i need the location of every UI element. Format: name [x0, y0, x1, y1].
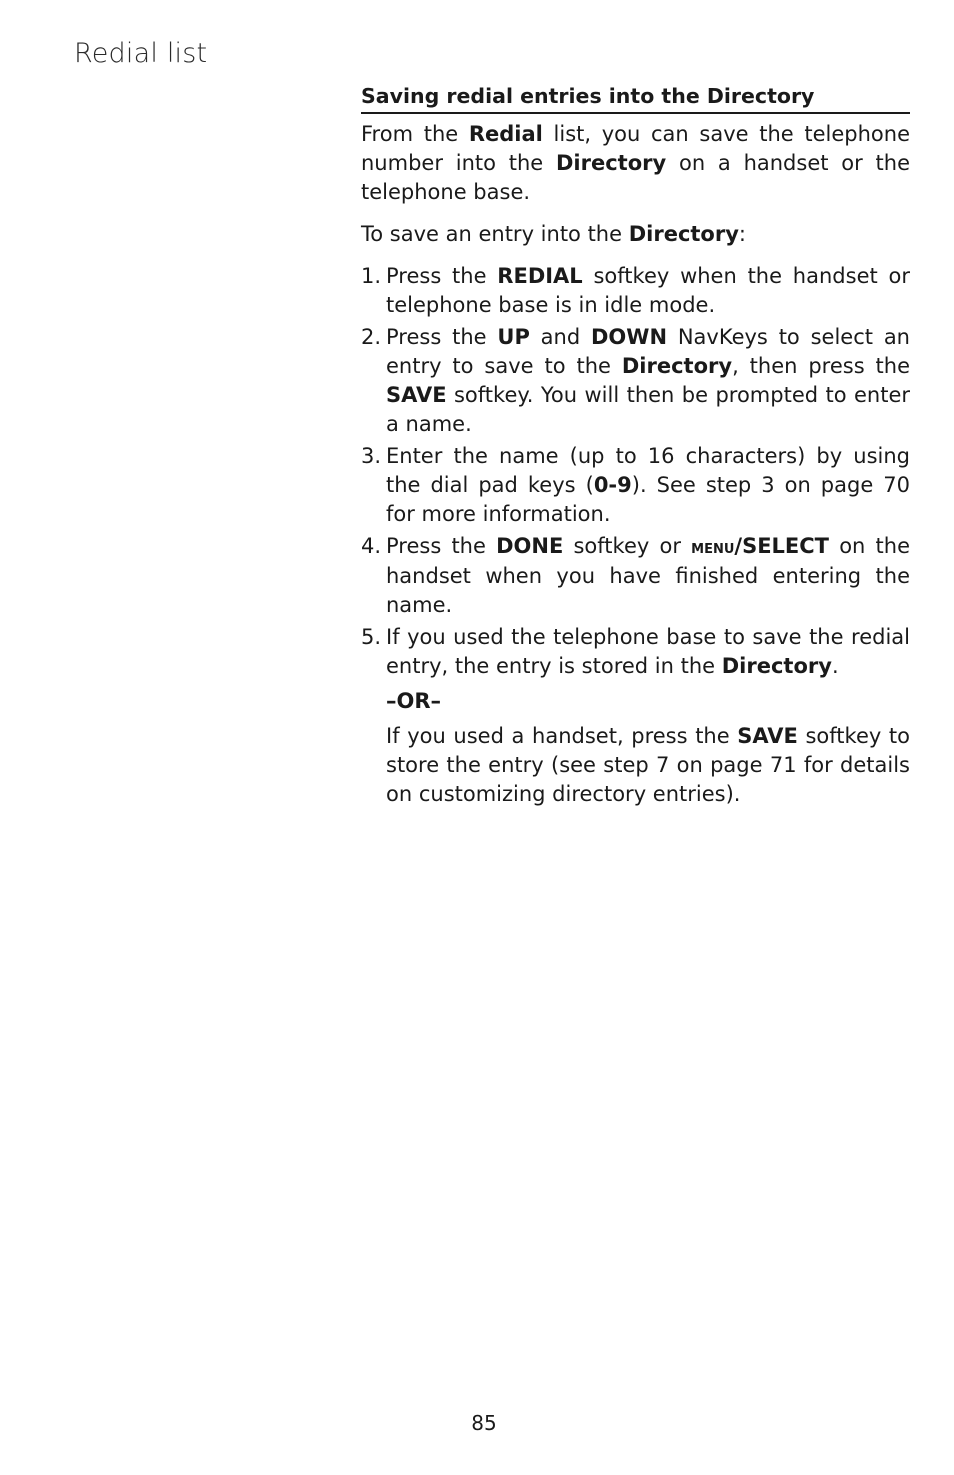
step-4: 4. Press the DONE softkey or menu/SELECT on the handset when you have finished entering the name.	[361, 534, 910, 617]
step-number: 1.	[361, 264, 382, 288]
or-separator: –OR–	[386, 689, 442, 713]
step-3: 3. Enter the name (up to 16 characters) by using the dial pad keys (0-9). See step 3 on page 70 for more information.	[361, 444, 910, 526]
step-5: 5. If you used the telephone base to save the redial entry, the entry is stored in the Directory. –OR– If you used a handset, press the SAVE softkey to store the entry (see step 7 on page 71 for details on customizing directory entries).	[361, 623, 910, 809]
main-content	[361, 82, 910, 812]
step-number: 2.	[361, 325, 382, 349]
lead-paragraph: To save an entry into the Directory:	[361, 222, 746, 246]
step-number: 5.	[361, 625, 382, 649]
steps-list	[361, 262, 910, 809]
step-5-alternative: If you used a handset, press the SAVE softkey to store the entry (see step 7 on page 71 for details on customizing directory entries).	[386, 724, 911, 806]
step-number: 4.	[361, 534, 382, 558]
section-header: Redial list	[74, 38, 208, 69]
step-2: 2. Press the UP and DOWN NavKeys to select an entry to save to the Directory, then press the SAVE softkey. You will then be prompted to enter a name.	[361, 325, 911, 436]
subheading: Saving redial entries into the Directory	[361, 82, 910, 114]
step-number: 3.	[361, 444, 382, 468]
intro-paragraph: From the Redial list, you can save the telephone number into the Directory on a handset or the telephone base.	[361, 122, 910, 204]
step-1: 1. Press the REDIAL softkey when the handset or telephone base is in idle mode.	[361, 264, 910, 317]
page-number: 85	[471, 1411, 497, 1435]
